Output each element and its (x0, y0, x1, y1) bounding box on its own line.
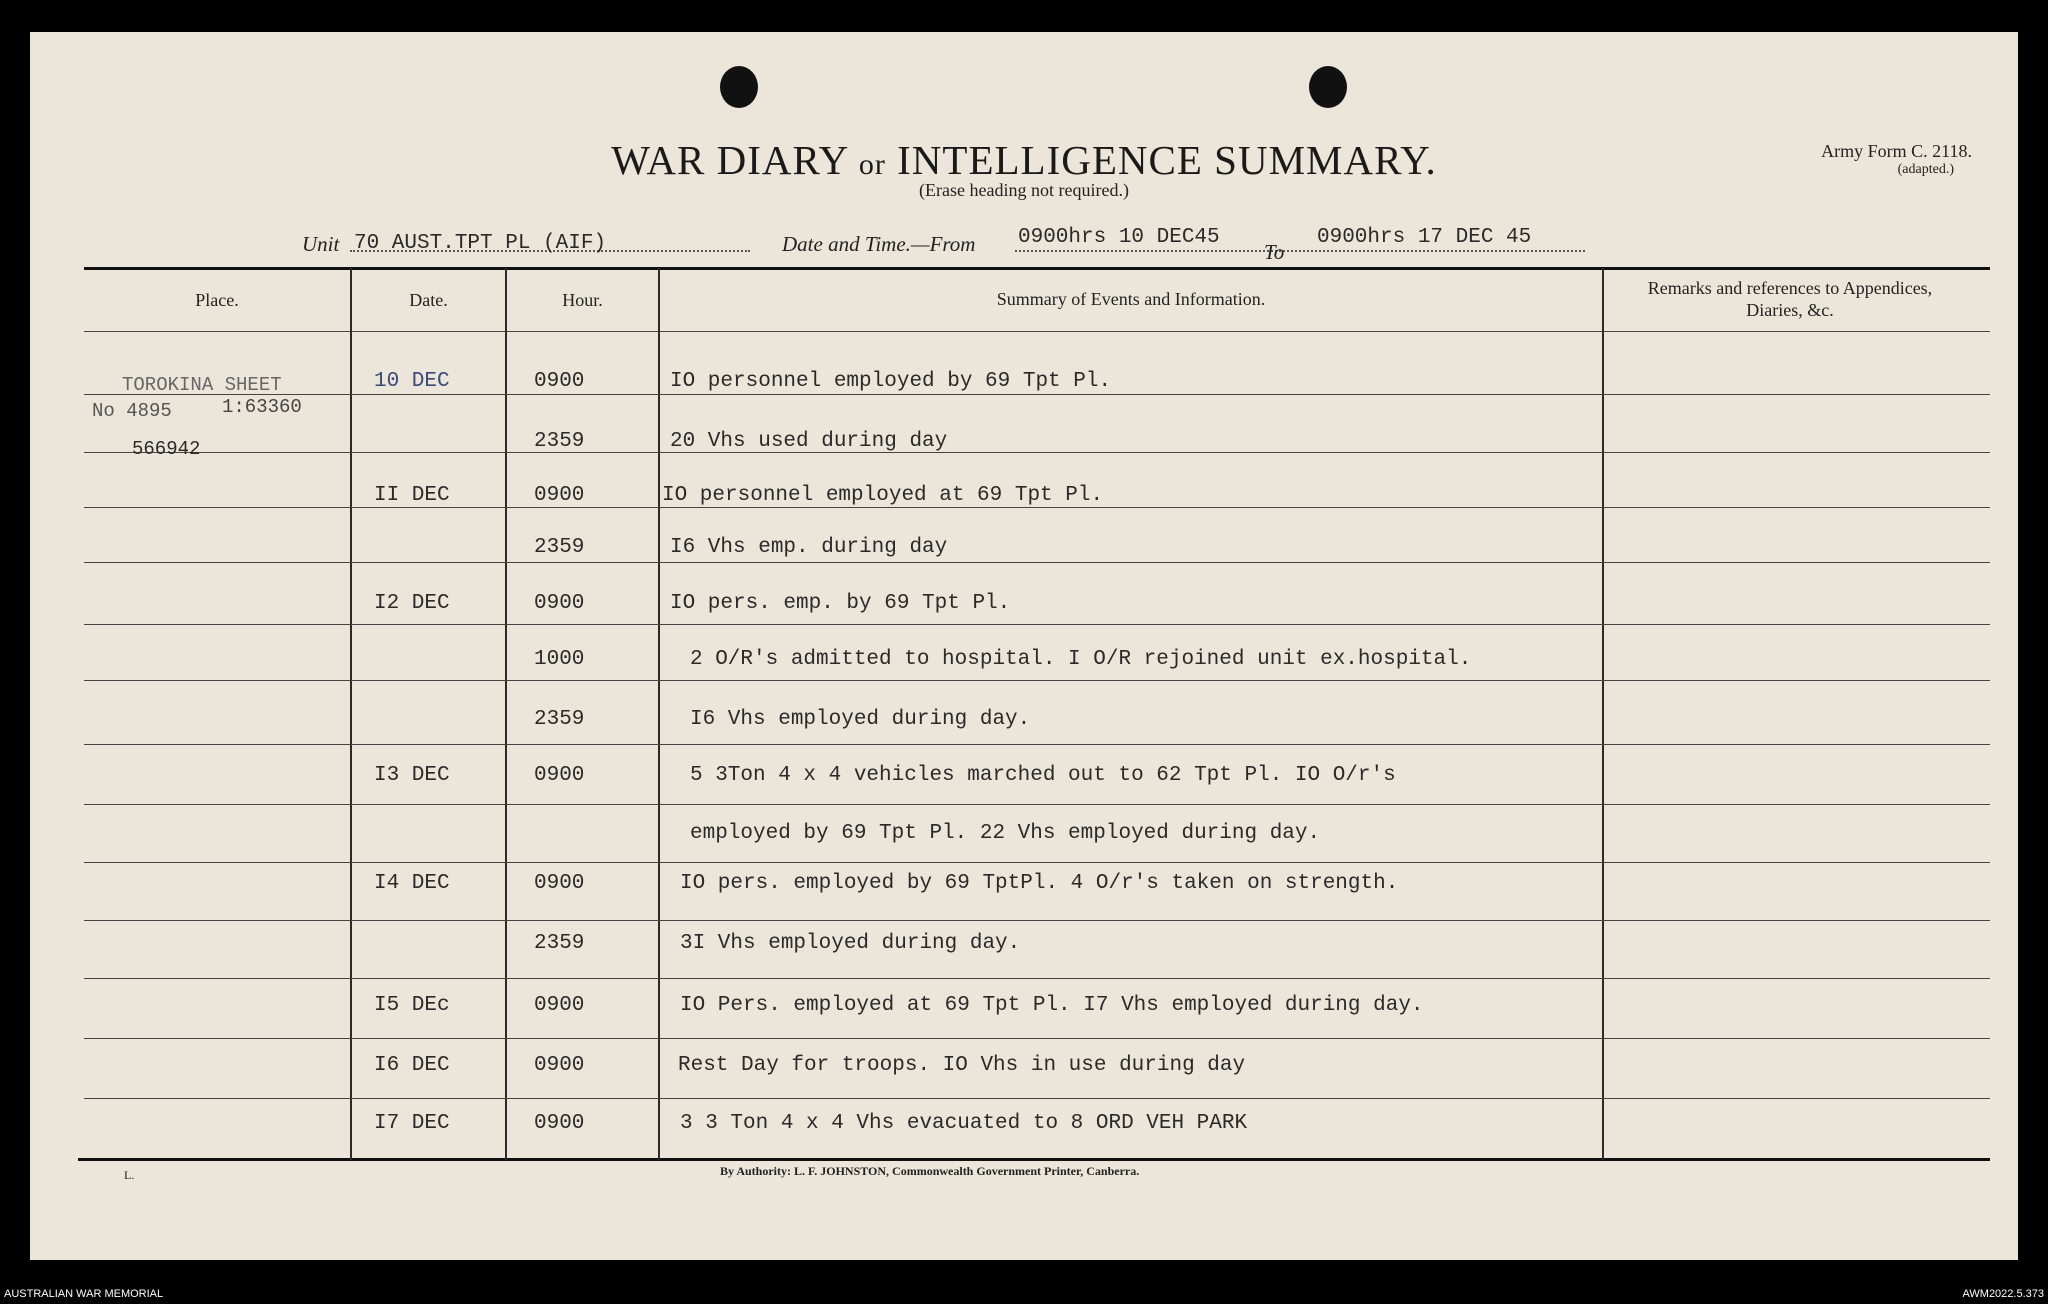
place-line: 566942 (132, 438, 201, 460)
to-value: 0900hrs 17 DEC 45 (1317, 226, 1532, 249)
row-summary: Rest Day for troops. IO Vhs in use during day (678, 1054, 1246, 1077)
row-date: 10 DEC (374, 370, 450, 393)
row-date: I6 DEC (374, 1054, 450, 1077)
row-summary: I6 Vhs employed during day. (690, 708, 1031, 731)
ruled-line (84, 507, 1990, 508)
unit-label: Unit (302, 232, 340, 256)
page-subtitle: (Erase heading not required.) (919, 180, 1129, 200)
row-summary: IO pers. emp. by 69 Tpt Pl. (670, 592, 1011, 615)
row-summary: IO personnel employed by 69 Tpt Pl. (670, 370, 1112, 393)
header-date: Date. (409, 290, 448, 310)
header-place: Place. (195, 290, 239, 310)
row-summary: 5 3Ton 4 x 4 vehicles marched out to 62 Tpt Pl. IO O/r's (690, 764, 1396, 787)
header-summary: Summary of Events and Information. (996, 289, 1266, 309)
row-hour: 1000 (534, 648, 585, 671)
column-divider-1 (350, 268, 352, 1160)
row-summary: IO Pers. employed at 69 Tpt Pl. I7 Vhs employed during day. (680, 994, 1424, 1017)
ruled-line (84, 1098, 1990, 1099)
column-divider-3 (658, 268, 660, 1160)
row-hour: 0900 (534, 1054, 585, 1077)
page-title: WAR DIARY or INTELLIGENCE SUMMARY. (611, 137, 1437, 183)
row-summary: 2 O/R's admitted to hospital. I O/R rejoined unit ex.hospital. (690, 648, 1472, 671)
ruled-line (84, 920, 1990, 921)
date-dotted-line (1015, 250, 1585, 252)
row-hour: 0900 (534, 872, 585, 895)
row-hour: 0900 (534, 370, 585, 393)
punch-hole-left (720, 66, 758, 108)
row-date: I4 DEC (374, 872, 450, 895)
header-rule (84, 331, 1990, 332)
caption-left: AUSTRALIAN WAR MEMORIAL (4, 1288, 164, 1300)
ruled-line (84, 862, 1990, 863)
row-hour: 0900 (534, 764, 585, 787)
ruled-line (84, 804, 1990, 805)
footer-authority: By Authority: L. F. JOHNSTON, Commonwealth Government Printer, Canberra. (720, 1164, 1140, 1178)
caption-right: AWM2022.5.373 (1962, 1288, 2044, 1300)
row-hour: 2359 (534, 932, 585, 955)
army-form-label: Army Form C. 2118. (adapted.) (1821, 141, 1972, 177)
row-summary: I6 Vhs emp. during day (670, 536, 948, 559)
ruled-line (84, 744, 1990, 745)
ruled-line (84, 1038, 1990, 1039)
row-hour: 0900 (534, 1112, 585, 1135)
table-bottom-rule (78, 1158, 1990, 1161)
row-date: I5 DEc (374, 994, 450, 1017)
row-hour: 0900 (534, 484, 585, 507)
table-top-rule (84, 267, 1990, 270)
ruled-line (84, 680, 1990, 681)
ruled-line (84, 394, 1990, 395)
from-value: 0900hrs 10 DEC45 (1018, 226, 1220, 249)
row-hour: 0900 (534, 994, 585, 1017)
header-remarks: Remarks and references to Appendices, Diaries, &c. (1647, 278, 1933, 320)
place-line: 1:63360 (222, 396, 302, 418)
row-summary: IO pers. employed by 69 TptPl. 4 O/r's taken on strength. (680, 872, 1399, 895)
row-hour: 2359 (534, 536, 585, 559)
place-line: TOROKINA SHEET (122, 374, 282, 396)
row-date: I7 DEC (374, 1112, 450, 1135)
row-summary: 3I Vhs employed during day. (680, 932, 1021, 955)
header-hour: Hour. (562, 290, 603, 310)
diary-sheet (30, 32, 2018, 1260)
column-divider-4 (1602, 268, 1604, 1160)
row-hour: 0900 (534, 592, 585, 615)
row-summary: employed by 69 Tpt Pl. 22 Vhs employed during day. (690, 822, 1321, 845)
to-label: To (1264, 240, 1285, 264)
row-summary: 3 3 Ton 4 x 4 Vhs evacuated to 8 ORD VEH PARK (680, 1112, 1248, 1135)
ruled-line (84, 452, 1990, 453)
punch-hole-right (1309, 66, 1347, 108)
row-date: I2 DEC (374, 592, 450, 615)
ruled-line (84, 562, 1990, 563)
row-summary: IO personnel employed at 69 Tpt Pl. (662, 484, 1104, 507)
row-summary: 20 Vhs used during day (670, 430, 948, 453)
row-hour: 2359 (534, 708, 585, 731)
row-date: II DEC (374, 484, 450, 507)
row-hour: 2359 (534, 430, 585, 453)
ruled-line (84, 978, 1990, 979)
footer-mark: L. (124, 1168, 135, 1182)
ruled-line (84, 624, 1990, 625)
unit-value: 70 AUST.TPT PL (AIF) (354, 232, 607, 255)
place-line: No 4895 (92, 400, 172, 422)
date-time-label: Date and Time.—From (782, 232, 976, 256)
row-date: I3 DEC (374, 764, 450, 787)
column-divider-2 (505, 268, 507, 1160)
